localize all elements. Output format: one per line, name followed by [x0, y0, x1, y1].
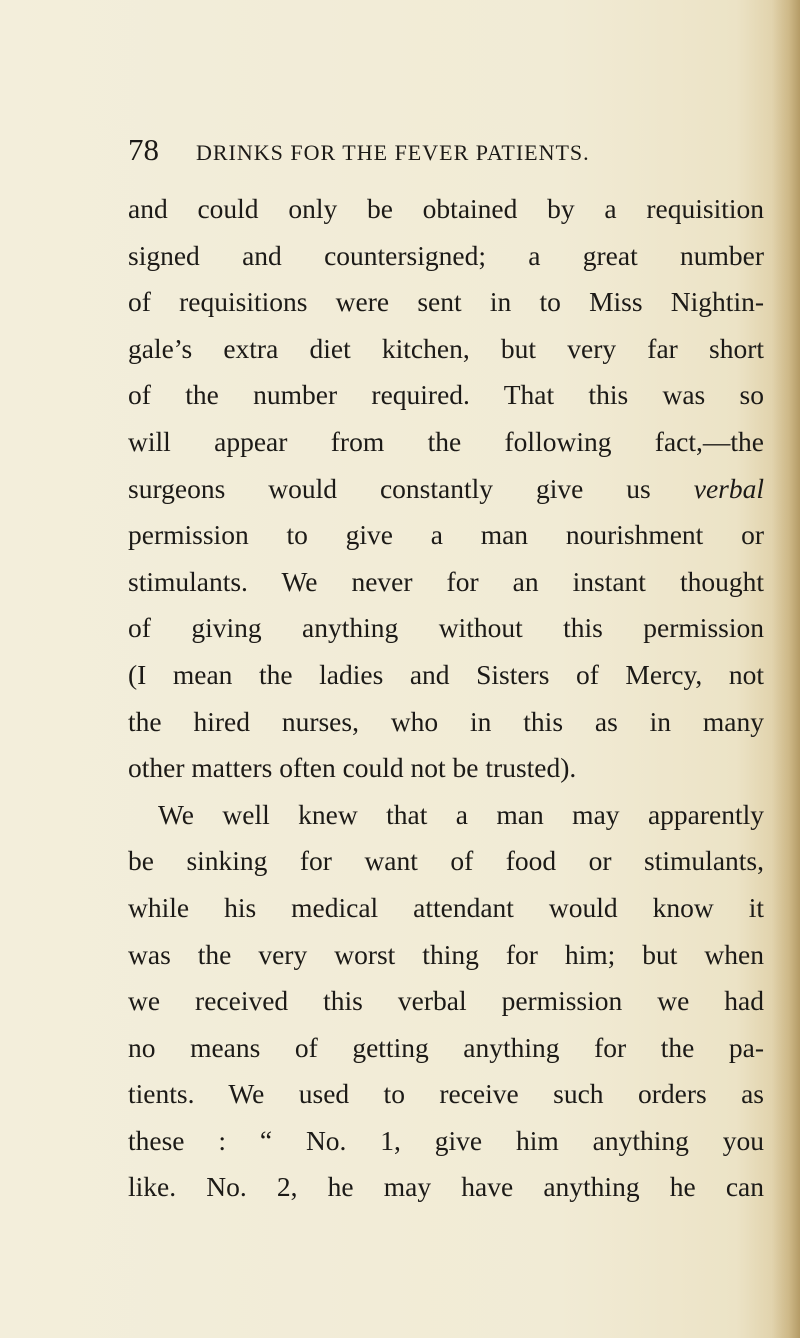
text-line: no means of getting anything for the pa- — [128, 1031, 764, 1063]
text-line: be sinking for want of food or stimulants, — [128, 845, 764, 877]
text-line: of giving anything without this permission — [128, 612, 764, 644]
text-line: of the number required. That this was so — [128, 379, 764, 411]
text-line: permission to give a man nourishment or — [128, 519, 764, 551]
text-line: was the very worst thing for him; but when — [128, 938, 764, 970]
page-number: 78 — [128, 132, 159, 167]
text-line: and could only be obtained by a requisition — [128, 193, 764, 224]
page-edge-shadow — [772, 0, 800, 1338]
text-line: tients. We used to receive such orders as — [128, 1078, 764, 1110]
text-line: signed and countersigned; a great number — [128, 239, 764, 271]
text-line: stimulants. We never for an instant thought — [128, 565, 764, 597]
running-head — [128, 132, 688, 172]
text-line-roman: surgeons would constantly give us — [128, 472, 651, 504]
text-line: We well knew that a man may apparently — [158, 798, 764, 830]
body-text — [128, 186, 764, 1211]
text-line: (I mean the ladies and Sisters of Mercy, not — [128, 658, 764, 690]
text-line: while his medical attendant would know it — [128, 891, 764, 923]
text-line: of requisitions were sent in to Miss Nightin- — [128, 286, 764, 318]
text-line: we received this verbal permission we had — [128, 985, 764, 1017]
text-line: gale’s extra diet kitchen, but very far short — [128, 332, 764, 364]
text-line: these : “ No. 1, give him anything you — [128, 1124, 764, 1156]
text-line: the hired nurses, who in this as in many — [128, 705, 764, 737]
italic-word: verbal — [693, 472, 764, 504]
text-line — [128, 466, 764, 513]
text-line: like. No. 2, he may have anything he can — [128, 1171, 764, 1203]
text-line: other matters often could not be trusted). — [128, 752, 577, 784]
running-head-title: DRINKS FOR THE FEVER PATIENTS. — [196, 140, 590, 165]
text-line: will appear from the following fact,—the — [128, 425, 764, 457]
